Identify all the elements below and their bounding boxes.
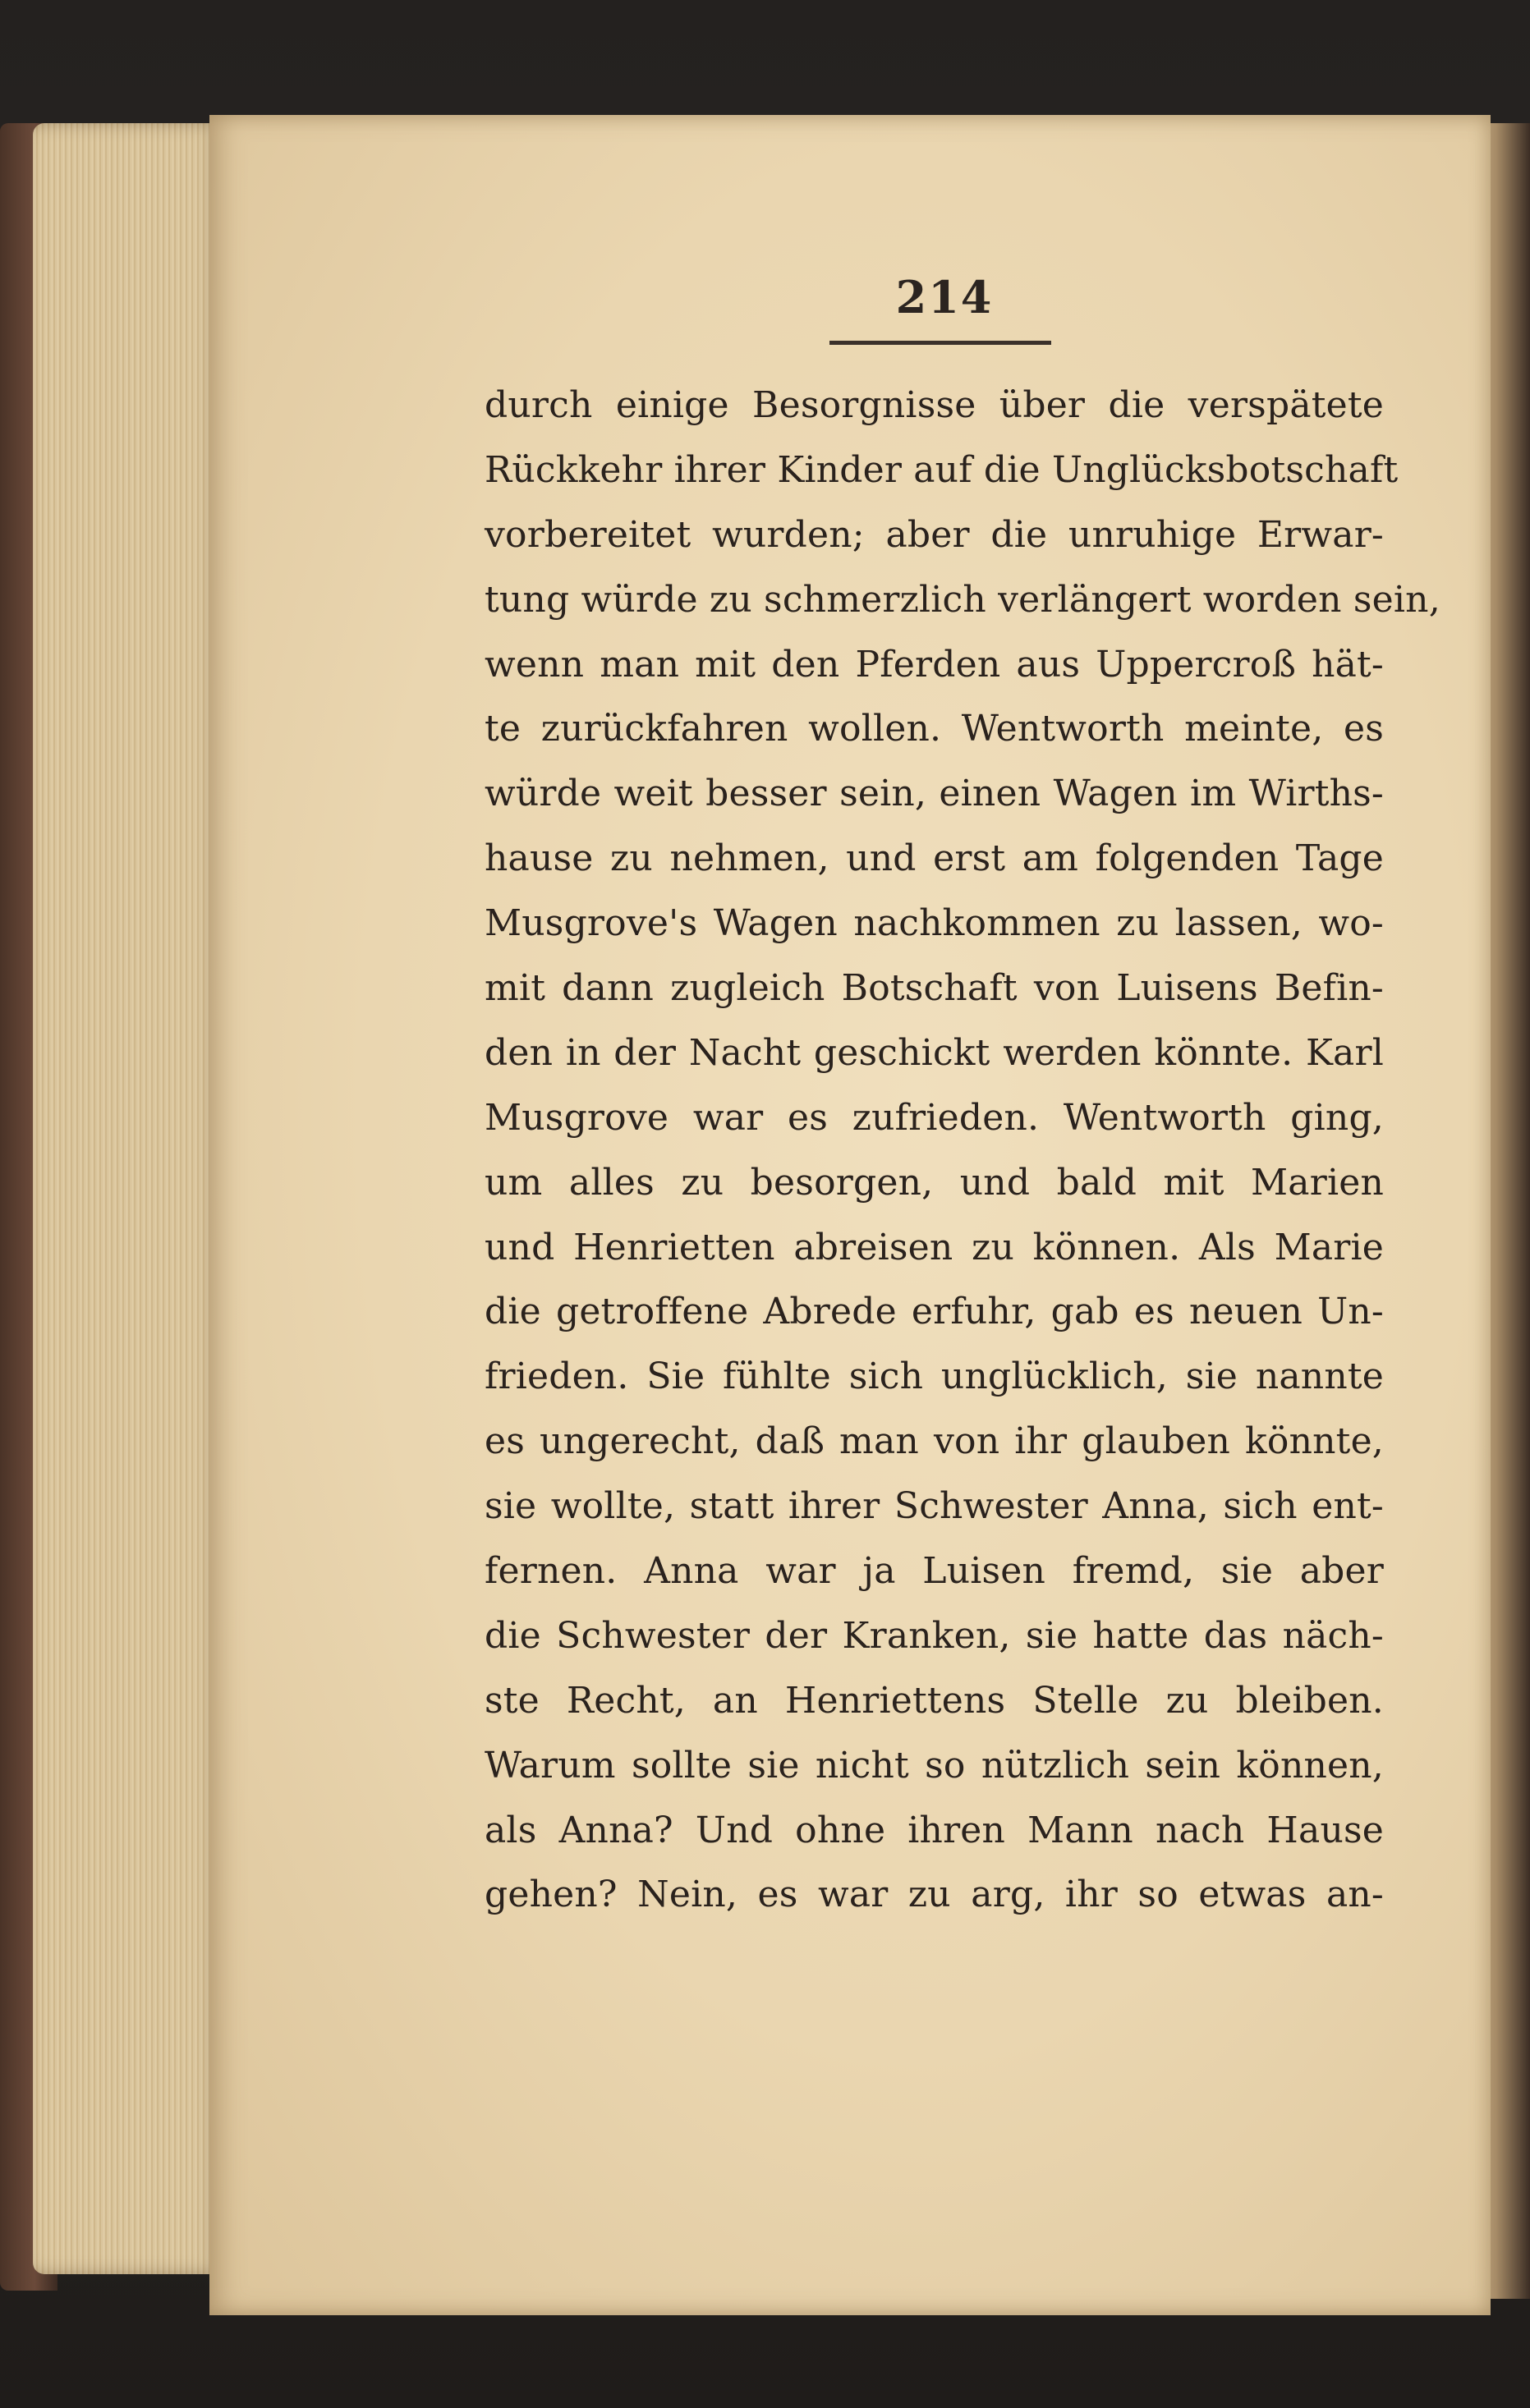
text-line: Musgrove's Wagen nachkommen zu lassen, wo- (485, 902, 1384, 945)
page-number: 214 (895, 271, 994, 323)
text-line: den in der Nacht geschickt werden könnte. Karl (485, 1031, 1384, 1074)
body-text (485, 374, 1440, 1928)
text-line: um alles zu besorgen, und bald mit Marien (485, 1161, 1384, 1204)
text-line: fernen. Anna war ja Luisen fremd, sie aber (485, 1550, 1384, 1593)
text-line: Musgrove war es zufrieden. Wentworth ging, (485, 1096, 1384, 1139)
text-line: es ungerecht, daß man von ihr glauben könnte, (485, 1420, 1384, 1463)
text-line: würde weit besser sein, einen Wagen im Wirths- (485, 773, 1384, 815)
text-line: Warum sollte sie nicht so nützlich sein können, (485, 1744, 1384, 1787)
text-line: tung würde zu schmerzlich verlängert worden sein, (485, 578, 1440, 621)
text-line: ste Recht, an Henriettens Stelle zu bleiben. (485, 1679, 1384, 1722)
text-line: durch einige Besorgnisse über die verspätete (485, 384, 1384, 426)
text-line: die Schwester der Kranken, sie hatte das näch- (485, 1614, 1384, 1657)
text-line: te zurückfahren wollen. Wentworth meinte, es (485, 708, 1384, 750)
text-line: und Henrietten abreisen zu können. Als Marie (485, 1226, 1384, 1268)
header-rule (829, 341, 1051, 345)
text-line: frieden. Sie fühlte sich unglücklich, sie nannte (485, 1355, 1384, 1398)
text-line: hause zu nehmen, und erst am folgenden Tage (485, 837, 1384, 880)
page-stack-edge (33, 123, 222, 2274)
text-line: wenn man mit den Pferden aus Uppercroß hät- (485, 643, 1384, 686)
text-line: die getroffene Abrede erfuhr, gab es neuen Un- (485, 1291, 1384, 1333)
text-line: Rückkehr ihrer Kinder auf die Unglücksbotschaft (485, 448, 1399, 491)
text-line: gehen? Nein, es war zu arg, ihr so etwas an- (485, 1874, 1384, 1916)
text-line: vorbereitet wurden; aber die unruhige Erwar- (485, 513, 1384, 556)
text-line: als Anna? Und ohne ihren Mann nach Hause (485, 1809, 1384, 1851)
text-line: mit dann zugleich Botschaft von Luisens Befin- (485, 967, 1384, 1010)
text-line: sie wollte, statt ihrer Schwester Anna, sich ent- (485, 1485, 1384, 1528)
